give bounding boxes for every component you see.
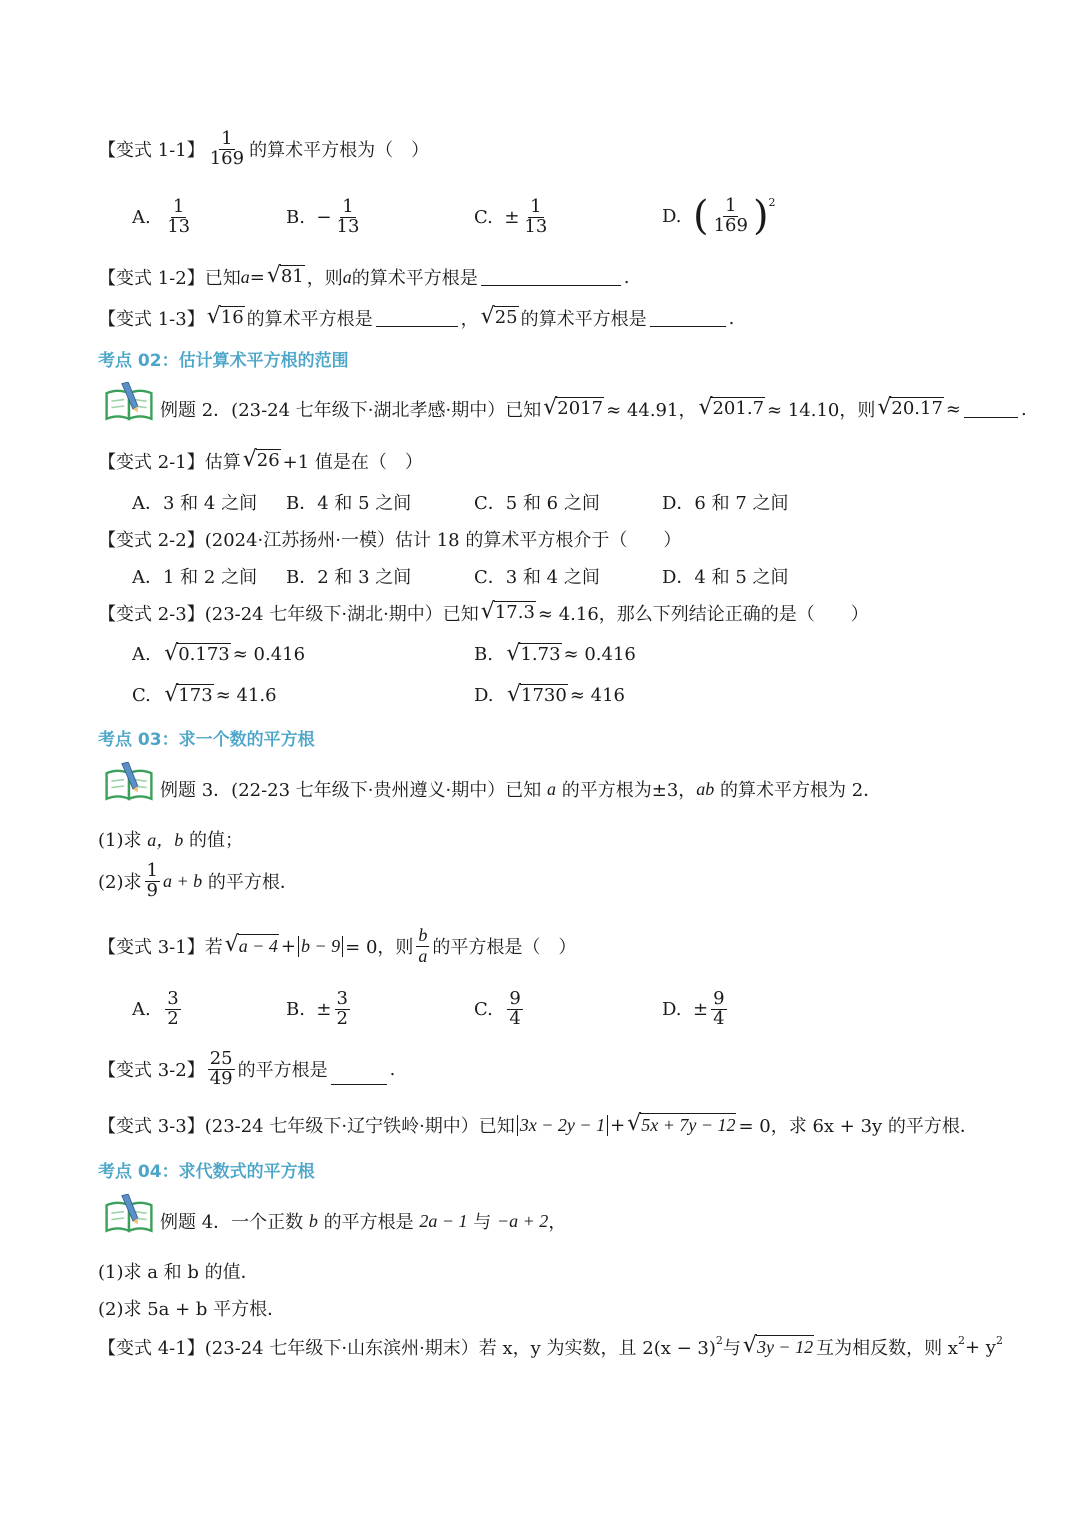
radical: √ 81: [266, 263, 304, 289]
variant-1-2: 【变式 1-2】 已知 a = √ 81 ，则 a 的算术平方根是 .: [98, 263, 630, 289]
variant-1-1: 【变式 1-1】 $\frac{1}{169}$ 的算术平方根为（ ）: [98, 128, 430, 169]
question-2: (2)求 5a + b 平方根．: [98, 1299, 286, 1320]
section-heading: 考点 02：估计算术平方根的范围: [98, 351, 349, 371]
book-pencil-icon: [98, 762, 160, 802]
option-c: C．3 和 4 之间: [474, 567, 600, 588]
example-3: 例题 3．(22-23 七年级下·贵州遵义·期中）已知 a 的平方根为±3， ab 的算术平方根为 2．: [160, 778, 882, 801]
answer-blank[interactable]: [964, 416, 1018, 418]
fraction: $\frac{1}{169}$: [209, 128, 245, 169]
variant-3-2: 【变式 3-2】 $\frac{25}{49}$ 的平方根是 .: [98, 1048, 396, 1089]
variant-2-2: 【变式 2-2】 (2024·江苏扬州·一模）估计 18 的算术平方根介于（ ）: [98, 530, 682, 551]
option-c: C. ± $\frac{1}{13}$: [474, 196, 548, 237]
answer-blank[interactable]: [650, 325, 726, 327]
option-d: D. ± $\frac{9}{4}$: [662, 988, 725, 1029]
option-b: B．4 和 5 之间: [286, 493, 412, 514]
question-1: (1)求 a 和 b 的值．: [98, 1262, 259, 1283]
option-d: D．6 和 7 之间: [662, 493, 789, 514]
option-d: D. ( $\frac{1}{169}$ ) $^2$: [662, 193, 776, 239]
option-a: A. $\frac{3}{2}$: [132, 988, 179, 1029]
option-c: C. √ 173 ≈ 41.6: [132, 682, 277, 707]
option-d: D．4 和 5 之间: [662, 567, 789, 588]
question-1: (1)求 a，b 的值；: [98, 830, 243, 851]
section-heading: 考点 04：求代数式的平方根: [98, 1162, 315, 1182]
option-b: B. ± $\frac{3}{2}$: [286, 988, 348, 1029]
variant-2-3: 【变式 2-3】 (23-24 七年级下·湖北·期中）已知 √ 17.3 ≈ 4.16，那么下列结论正确的是（ ）: [98, 599, 869, 625]
option-c: C. $\frac{9}{4}$: [474, 988, 521, 1029]
section-heading: 考点 03：求一个数的平方根: [98, 730, 315, 750]
answer-blank[interactable]: [331, 1083, 387, 1085]
example-2: 例题 2．(23-24 七年级下·湖北孝感·期中）已知 √ 2017 ≈ 44.91， √ 201.7 ≈ 14.10，则 √ 20.17 ≈ .: [160, 395, 1027, 421]
variant-4-1: 【变式 4-1】 (23-24 七年级下·山东滨州·期末）若 x，y 为实数，且 2(x − 3) $^2$ 与 √ 3y − 12 互为相反数，则 x $^2$ + y $^2$: [98, 1332, 1003, 1359]
option-c: C．5 和 6 之间: [474, 493, 600, 514]
option-a: A．3 和 4 之间: [132, 493, 258, 514]
example-4: 例题 4．一个正数 b 的平方根是 2a − 1 与 −a + 2 ，: [160, 1210, 567, 1233]
option-b: B. √ 1.73 ≈ 0.416: [474, 641, 636, 666]
question-2: (2)求 $\frac{1}{9}$ a + b 的平方根．: [98, 860, 298, 901]
option-a: A. √ 0.173 ≈ 0.416: [132, 641, 306, 666]
option-a: A．1 和 2 之间: [132, 567, 258, 588]
variant-3-1: 【变式 3-1】 若 √ a − 4 + b − 9 = 0，则 $\frac{b}{a}$ 的平方根是（ ）: [98, 925, 577, 966]
option-a: A. $\frac{1}{13}$: [132, 196, 191, 237]
book-pencil-icon: [98, 1194, 160, 1234]
option-b: B．2 和 3 之间: [286, 567, 412, 588]
option-d: D. √ 1730 ≈ 416: [474, 682, 625, 707]
option-b: B. − $\frac{1}{13}$: [286, 196, 360, 237]
variant-3-3: 【变式 3-3】 (23-24 七年级下·辽宁铁岭·期中）已知 3x − 2y − 1 + √ 5x + 7y − 12 = 0，求 6x + 3y 的平方根．: [98, 1110, 978, 1137]
answer-blank[interactable]: [481, 284, 621, 286]
book-pencil-icon: [98, 382, 160, 422]
variant-2-1: 【变式 2-1】 估算 √ 26 +1 值是在（ ）: [98, 447, 423, 473]
answer-blank[interactable]: [376, 325, 458, 327]
variant-1-3: 【变式 1-3】 √ 16 的算术平方根是 ， √ 25 的算术平方根是 .: [98, 304, 735, 330]
